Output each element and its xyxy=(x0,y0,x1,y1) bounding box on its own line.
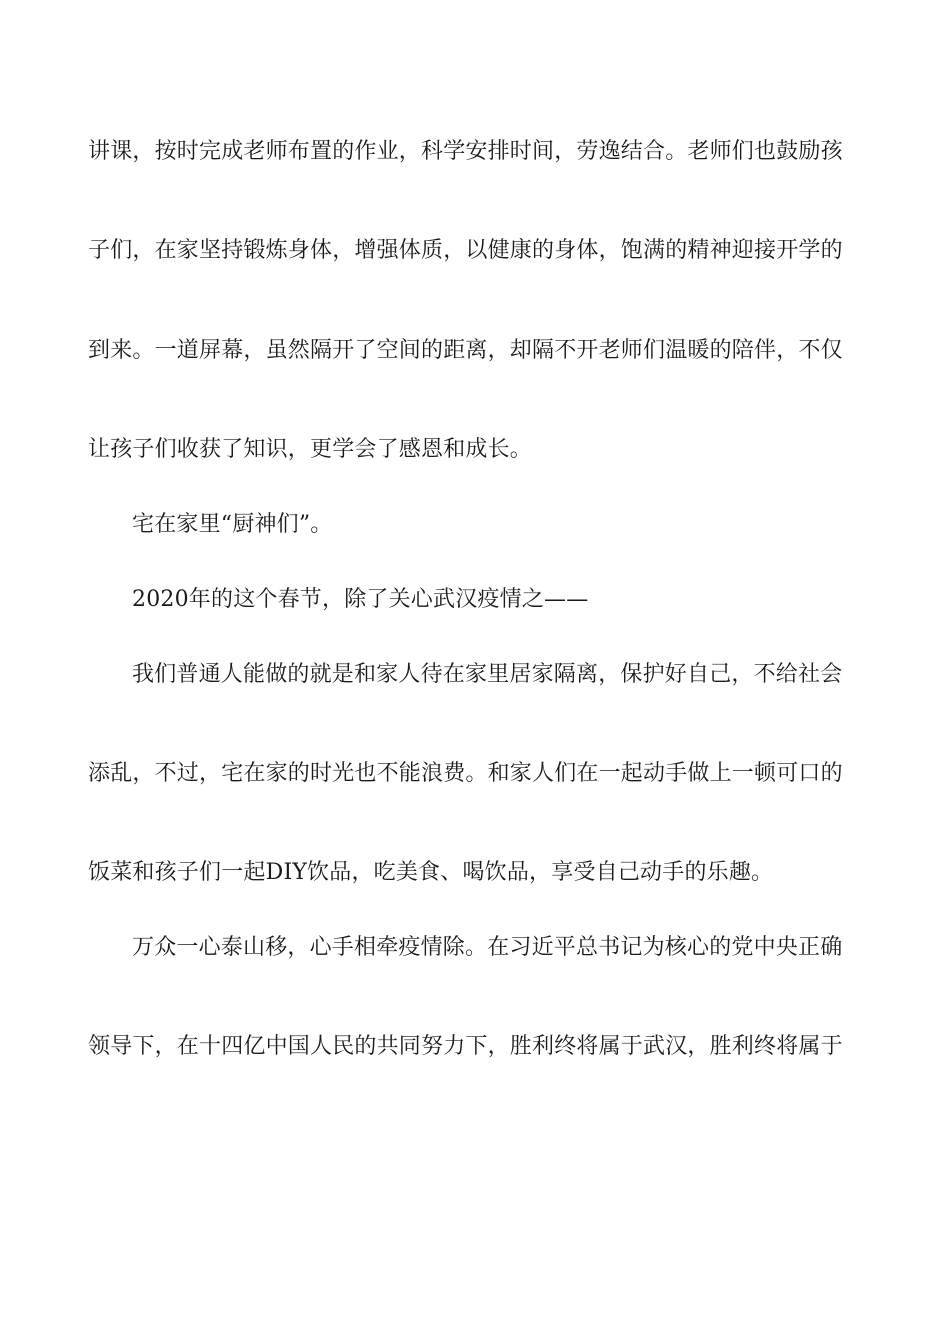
paragraph-1-line-3: 到来。一道屏幕，虽然隔开了空间的距离，却隔不开老师们温暖的陪伴，不仅 xyxy=(88,338,843,363)
paragraph-4-line-2: 添乱，不过，宅在家的时光也不能浪费。和家人们在一起动手做上一顿可口的 xyxy=(88,761,843,786)
paragraph-5-line-2: 领导下，在十四亿中国人民的共同努力下，胜利终将属于武汉，胜利终将属于 xyxy=(88,1034,843,1059)
paragraph-5-line-1: 万众一心泰山移，心手相牵疫情除。在习近平总书记为核心的党中央正确 xyxy=(132,935,843,960)
paragraph-2-line-1: 宅在家里“厨神们”。 xyxy=(132,512,333,537)
paragraph-1-line-4: 让孩子们收获了知识，更学会了感恩和成长。 xyxy=(88,437,533,462)
paragraph-3-line-1: 2020年的这个春节，除了关心武汉疫情之—— xyxy=(132,587,589,612)
paragraph-4-line-1: 我们普通人能做的就是和家人待在家里居家隔离，保护好自己，不给社会 xyxy=(132,662,843,687)
paragraph-1-line-2: 子们，在家坚持锻炼身体，增强体质，以健康的身体，饱满的精神迎接开学的 xyxy=(88,238,843,263)
paragraph-1-line-1: 讲课，按时完成老师布置的作业，科学安排时间，劳逸结合。老师们也鼓励孩 xyxy=(88,139,843,164)
paragraph-4-line-3: 饭菜和孩子们一起DIY饮品，吃美食、喝饮品，享受自己动手的乐趣。 xyxy=(88,860,774,885)
